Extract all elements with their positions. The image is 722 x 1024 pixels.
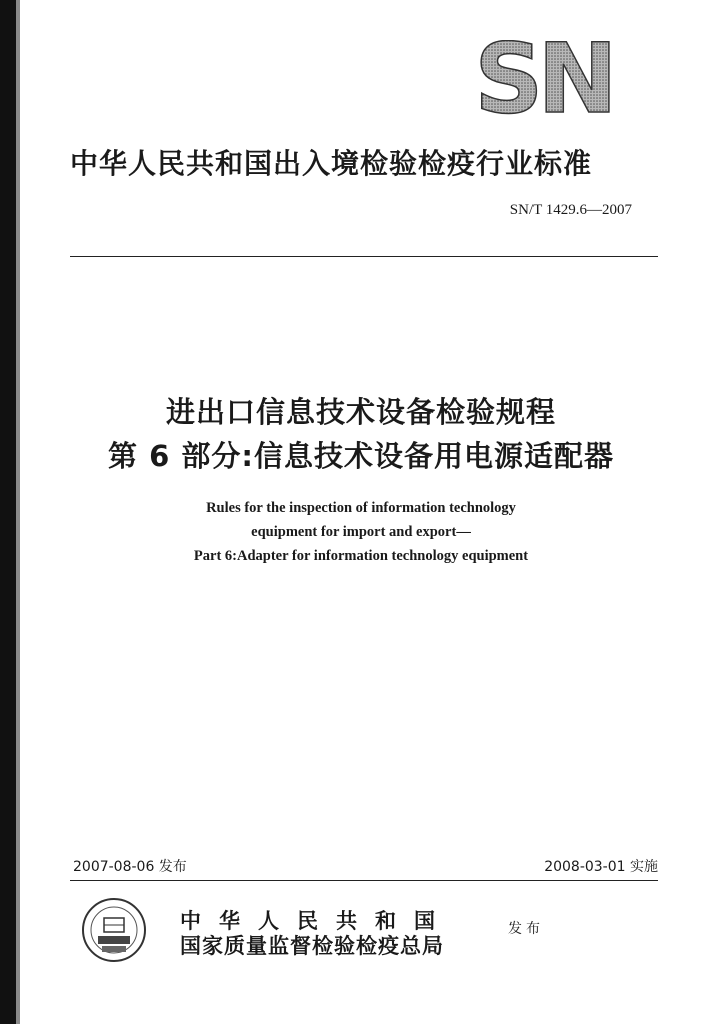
- title-cn-line2: 第 6 部分:信息技术设备用电源适配器: [108, 439, 614, 473]
- issuer-line1: 中华人民共和国: [180, 908, 453, 933]
- implementation-date: 2008-03-01 实施: [544, 859, 658, 875]
- title-cn-line1: 进出口信息技术设备检验规程: [165, 395, 556, 429]
- top-divider: [70, 256, 658, 257]
- title-en-line1: Rules for the inspection of information technology: [206, 500, 516, 516]
- title-en-line2: equipment for import and export—: [251, 524, 471, 540]
- issue-date: 2007-08-06 发布: [73, 859, 187, 875]
- publish-label: 发布: [508, 921, 544, 937]
- bottom-divider: [70, 880, 658, 881]
- issuer-line2: 国家质量监督检验检疫总局: [180, 933, 444, 958]
- sn-logo-text: SN: [474, 40, 612, 118]
- main-title: 中华人民共和国出入境检验检疫行业标准: [70, 147, 593, 180]
- standard-code: SN/T 1429.6—2007: [509, 202, 632, 218]
- title-en-line3: Part 6:Adapter for information technology equipment: [193, 548, 529, 564]
- issuer-seal: [80, 896, 148, 964]
- sn-logo: [470, 40, 616, 118]
